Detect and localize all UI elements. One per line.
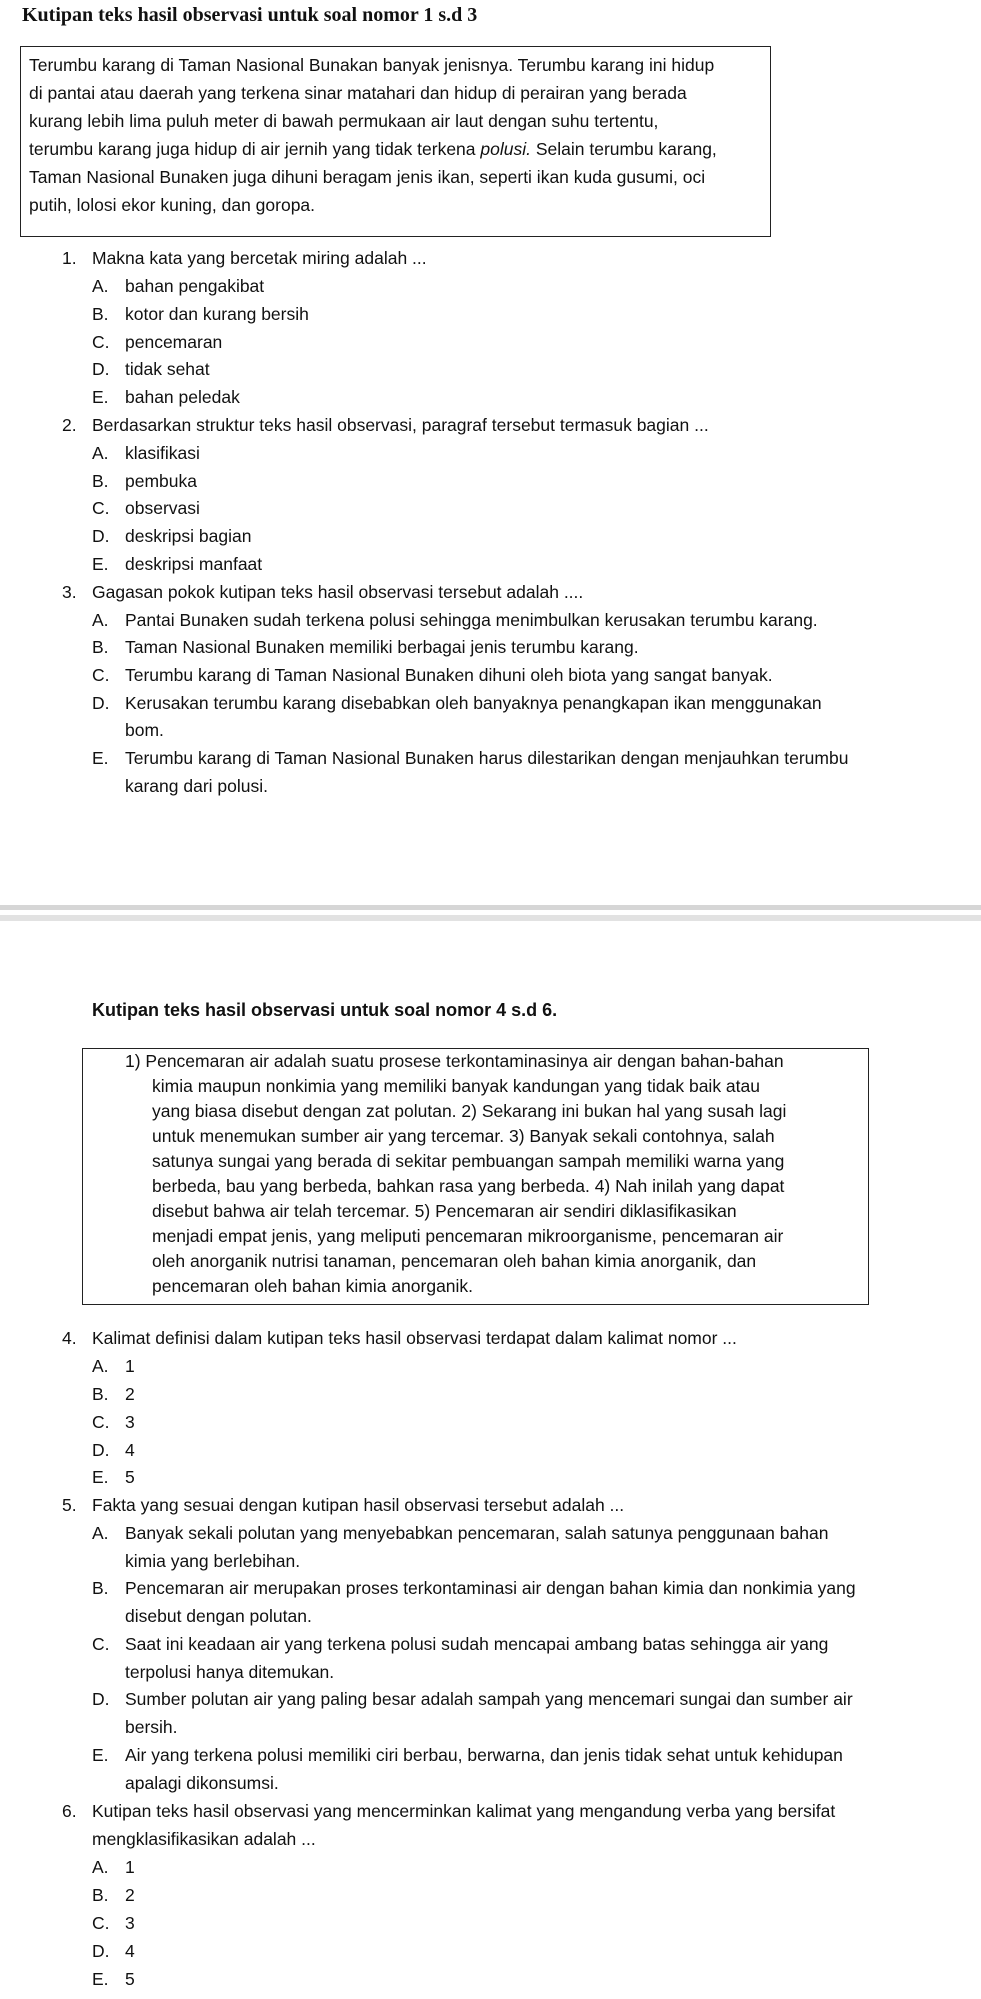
q5-option-d-cont: bersih. (125, 1717, 178, 1737)
q1-option-c[interactable]: C. pencemaran (92, 332, 223, 352)
q3-option-a[interactable]: A. Pantai Bunaken sudah terkena polusi sehingga menimbulkan kerusakan terumbu karang. (92, 610, 818, 630)
q1-option-a[interactable]: A. bahan pengakibat (92, 276, 265, 296)
q6-option-b[interactable]: B. 2 (92, 1885, 135, 1905)
q5-option-a-cont: kimia yang berlebihan. (125, 1551, 301, 1571)
passage2-line-2: kimia maupun nonkimia yang memiliki banyak kandungan yang tidak baik atau (152, 1076, 760, 1096)
question-5-text: Fakta yang sesuai dengan kutipan hasil observasi tersebut adalah ... (92, 1495, 625, 1515)
passage2-line-9: oleh anorganik nutrisi tanaman, pencemaran oleh bahan kimia anorganik, dan (152, 1251, 757, 1271)
q3-option-c[interactable]: C. Terumbu karang di Taman Nasional Bunaken dihuni oleh biota yang sangat banyak. (92, 665, 773, 685)
question-2: 2. Berdasarkan struktur teks hasil observasi, paragraf tersebut termasuk bagian ... (62, 415, 709, 435)
q6-option-d[interactable]: D. 4 (92, 1941, 135, 1961)
question-4-text: Kalimat definisi dalam kutipan teks hasil observasi terdapat dalam kalimat nomor ... (92, 1328, 737, 1348)
q2-option-c[interactable]: C. observasi (92, 498, 200, 518)
q3-option-d[interactable]: D. Kerusakan terumbu karang disebabkan oleh banyaknya penangkapan ikan menggunakan (92, 693, 822, 713)
question-3-text: Gagasan pokok kutipan teks hasil observasi tersebut adalah .... (92, 582, 584, 602)
q1-option-d[interactable]: D. tidak sehat (92, 359, 210, 379)
q4-option-e[interactable]: E. 5 (92, 1467, 135, 1487)
passage-box-2 (82, 1048, 869, 1305)
passage1-line-3: kurang lebih lima puluh meter di bawah permukaan air laut dengan suhu tertentu, (29, 111, 659, 131)
section2-title: Kutipan teks hasil observasi untuk soal nomor 4 s.d 6. (92, 1000, 558, 1020)
q5-option-a[interactable]: A. Banyak sekali polutan yang menyebabkan pencemaran, salah satunya penggunaan bahan (92, 1523, 829, 1543)
passage1-line-4 (29, 135, 762, 163)
passage1-line-4-tail: Selain terumbu karang, (530, 139, 717, 159)
q4-option-a[interactable]: A. 1 (92, 1356, 135, 1376)
question-5: 5. Fakta yang sesuai dengan kutipan hasil observasi tersebut adalah ... (62, 1495, 625, 1515)
q2-option-a[interactable]: A. klasifikasi (92, 443, 200, 463)
passage1-line-2: di pantai atau daerah yang terkena sinar matahari dan hidup di perairan yang berada (29, 83, 687, 103)
passage2-line-10: pencemaran oleh bahan kimia anorganik. (152, 1276, 474, 1296)
page-separator-bottom (0, 915, 981, 921)
q5-option-c-cont: terpolusi hanya ditemukan. (125, 1662, 335, 1682)
q5-option-d[interactable]: D. Sumber polutan air yang paling besar adalah sampah yang mencemari sungai dan sumber air (92, 1689, 853, 1709)
q5-option-b-cont: disebut dengan polutan. (125, 1606, 312, 1626)
question-6: 6. Kutipan teks hasil observasi yang mencerminkan kalimat yang mengandung verba yang bersifat (62, 1801, 836, 1821)
question-1: 1. Makna kata yang bercetak miring adalah ... (62, 248, 427, 268)
q6-option-c[interactable]: C. 3 (92, 1913, 135, 1933)
italic-word-polusi: polusi. (480, 139, 531, 159)
q5-option-b[interactable]: B. Pencemaran air merupakan proses terkontaminasi air dengan bahan kimia dan nonkimia yang (92, 1578, 856, 1598)
passage1-line-1: Terumbu karang di Taman Nasional Bunakan banyak jenisnya. Terumbu karang ini hidup (29, 55, 715, 75)
section1-title: Kutipan teks hasil observasi untuk soal nomor 1 s.d 3 (22, 4, 478, 26)
q3-option-e[interactable]: E. Terumbu karang di Taman Nasional Bunaken harus dilestarikan dengan menjauhkan terumbu (92, 748, 849, 768)
q3-option-b[interactable]: B. Taman Nasional Bunaken memiliki berbagai jenis terumbu karang. (92, 637, 639, 657)
question-3: 3. Gagasan pokok kutipan teks hasil observasi tersebut adalah .... (62, 582, 584, 602)
question-1-text: Makna kata yang bercetak miring adalah ... (92, 248, 427, 268)
passage1-line-5: Taman Nasional Bunaken juga dihuni beragam jenis ikan, seperti ikan kuda gusumi, oci (29, 167, 706, 187)
question-4: 4. Kalimat definisi dalam kutipan teks hasil observasi terdapat dalam kalimat nomor ... (62, 1328, 737, 1348)
passage2-line-1: 1) Pencemaran air adalah suatu prosese terkontaminasinya air dengan bahan-bahan (125, 1051, 784, 1071)
q5-option-c[interactable]: C. Saat ini keadaan air yang terkena polusi sudah mencapai ambang batas sehingga air yang (92, 1634, 829, 1654)
question-2-text: Berdasarkan struktur teks hasil observasi, paragraf tersebut termasuk bagian ... (92, 415, 709, 435)
q6-option-e[interactable]: E. 5 (92, 1969, 135, 1989)
q1-option-b[interactable]: B. kotor dan kurang bersih (92, 304, 309, 324)
question-6-cont: mengklasifikasikan adalah ... (92, 1829, 316, 1849)
q5-option-e[interactable]: E. Air yang terkena polusi memiliki ciri berbau, berwarna, dan jenis tidak sehat untuk kehidupan (92, 1745, 843, 1765)
question-6-text: Kutipan teks hasil observasi yang mencerminkan kalimat yang mengandung verba yang bersifat (92, 1801, 836, 1821)
q2-option-d[interactable]: D. deskripsi bagian (92, 526, 252, 546)
q1-option-e[interactable]: E. bahan peledak (92, 387, 240, 407)
q4-option-d[interactable]: D. 4 (92, 1440, 135, 1460)
page-separator-top (0, 905, 981, 910)
passage2-line-7: disebut bahwa air telah tercemar. 5) Pencemaran air sendiri diklasifikasikan (152, 1201, 737, 1221)
q4-option-b[interactable]: B. 2 (92, 1384, 135, 1404)
passage2-line-5: satunya sungai yang berada di sekitar pembuangan sampah memiliki warna yang (152, 1151, 785, 1171)
passage2-line-4: untuk menemukan sumber air yang tercemar. 3) Banyak sekali contohnya, salah (152, 1126, 775, 1146)
passage1-line-4-head: terumbu karang juga hidup di air jernih yang tidak terkena (29, 139, 481, 159)
passage-box-1 (20, 46, 771, 237)
passage2-line-3: yang biasa disebut dengan zat polutan. 2) Sekarang ini bukan hal yang susah lagi (152, 1101, 787, 1121)
passage2-line-6: berbeda, bau yang berbeda, bahkan rasa yang berbeda. 4) Nah inilah yang dapat (152, 1176, 785, 1196)
passage1-line-6: putih, lolosi ekor kuning, dan goropa. (29, 195, 316, 215)
q5-option-e-cont: apalagi dikonsumsi. (125, 1773, 279, 1793)
passage2-line-8: menjadi empat jenis, yang meliputi pencemaran mikroorganisme, pencemaran air (152, 1226, 784, 1246)
q2-option-b[interactable]: B. pembuka (92, 471, 197, 491)
q4-option-c[interactable]: C. 3 (92, 1412, 135, 1432)
q2-option-e[interactable]: E. deskripsi manfaat (92, 554, 263, 574)
q6-option-a[interactable]: A. 1 (92, 1857, 135, 1877)
q3-option-e-cont: karang dari polusi. (125, 776, 268, 796)
q3-option-d-cont: bom. (125, 720, 164, 740)
